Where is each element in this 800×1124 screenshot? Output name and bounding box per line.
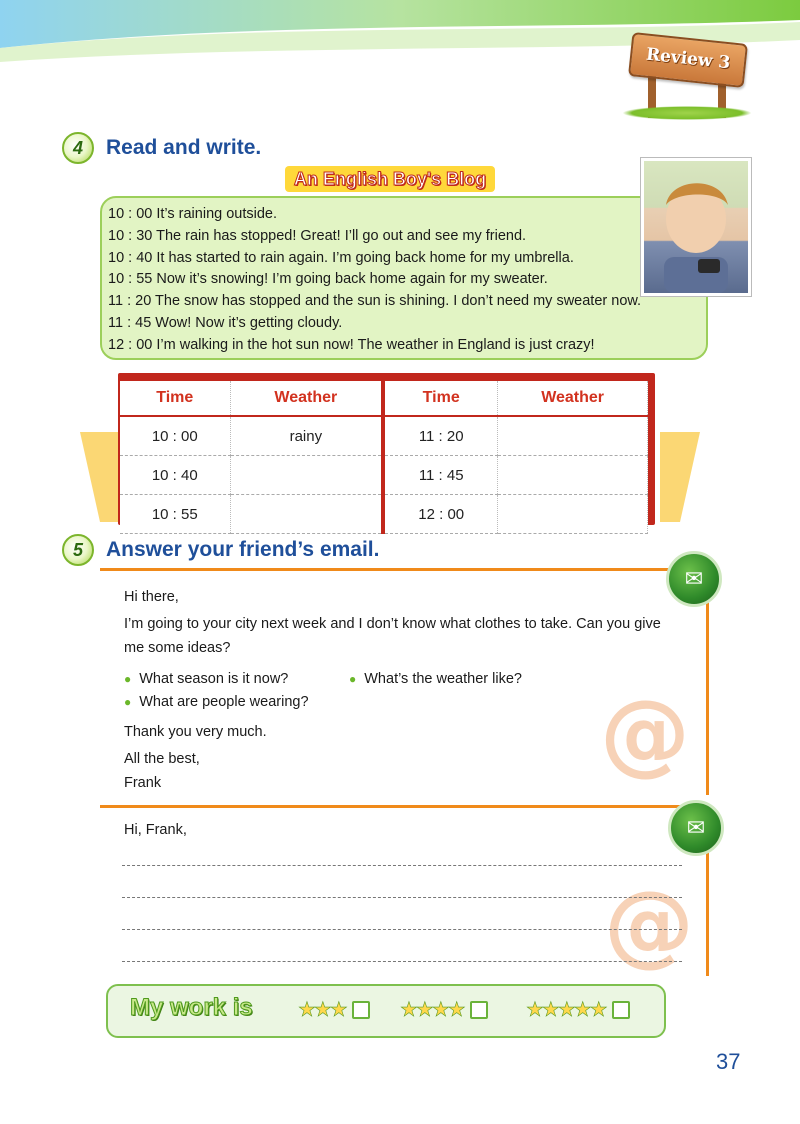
time-cell: 10 : 00 [120,416,230,456]
five-stars-option [526,997,630,1022]
page-number: 37 [716,1049,741,1074]
reply-email [100,805,709,976]
weather-table [120,381,648,534]
writing-line[interactable] [122,896,682,898]
table-header: Weather [230,381,383,416]
list-item: ● What season is it now? [124,671,289,687]
at-symbol-decoration: @ [604,872,694,977]
three-stars-option [298,997,370,1022]
time-cell: 10 : 55 [120,495,230,534]
table-header: Weather [498,381,648,416]
weather-cell[interactable] [230,456,383,495]
checkbox[interactable] [352,1001,370,1019]
work-label: My work is [130,994,253,1021]
table-row [120,495,648,534]
star-icon: ★★★★ [400,999,464,1021]
weather-cell[interactable] [230,495,383,534]
email-body: I’m going to your city next week and I don’t know what clothes to take. Can you give me some ideas? [124,616,661,656]
writing-line[interactable] [122,960,682,962]
checkbox[interactable] [612,1001,630,1019]
weather-cell[interactable] [498,495,648,534]
time-cell: 11 : 45 [383,456,498,495]
table-header: Time [120,381,230,416]
boy-photo [641,158,751,296]
blog-entry: 10 : 00 It’s raining outside. [108,206,278,222]
blog-entry: 10 : 40 It has started to rain again. I’m going back home for my umbrella. [108,249,574,266]
list-item: ● What’s the weather like? [349,671,522,687]
email-thanks: Thank you very much. [124,724,267,740]
bullet-dot-icon: ● [349,672,357,686]
at-symbol-decoration: @ [600,681,690,786]
section-5-heading [62,534,379,566]
self-assessment-box [106,984,666,1038]
reply-content [124,818,684,842]
blog-entries [108,204,641,357]
writing-line[interactable] [122,864,682,866]
email-content [124,585,684,795]
mail-icon: ✉ [668,800,724,856]
bullet-dot-icon: ● [124,695,132,709]
question-list [124,668,604,714]
bullet-dot-icon: ● [124,672,132,686]
weather-cell[interactable] [498,456,648,495]
writing-line[interactable] [122,928,682,930]
friend-email [100,568,709,795]
blog-entry: 11 : 45 Wow! Now it’s getting cloudy. [108,314,343,331]
table-header: Time [383,381,498,416]
grass-decoration [622,106,752,120]
time-cell: 10 : 40 [120,456,230,495]
table-row [120,456,648,495]
star-icon: ★★★ [298,999,346,1021]
list-item: ● What are people wearing? [124,694,309,710]
time-cell: 12 : 00 [383,495,498,534]
email-greeting: Hi there, [124,589,179,605]
blog-box [100,196,708,360]
blog-entry: 11 : 20 The snow has stopped and the sun is shining. I don’t need my sweater now. [108,293,642,310]
review-sign [622,30,752,120]
section-5-number: 5 [62,534,94,566]
blog-title: An English Boy's Blog [285,166,495,192]
reply-greeting: Hi, Frank, [124,822,187,838]
blog-entry: 10 : 55 Now it’s snowing! I’m going back home again for my sweater. [108,271,548,288]
star-icon: ★★★★★ [526,999,606,1021]
email-sender: Frank [124,775,162,791]
mail-icon: ✉ [666,551,722,607]
blog-entry: 10 : 30 The rain has stopped! Great! I’ll go out and see my friend. [108,227,527,244]
blog-entry: 12 : 00 I’m walking in the hot sun now! The weather in England is just crazy! [108,336,595,353]
table-row [120,416,648,456]
weather-cell[interactable]: rainy [230,416,383,456]
checkbox[interactable] [470,1001,488,1019]
email-signoff: All the best, [124,751,200,767]
section-4-number: 4 [62,132,94,164]
time-cell: 11 : 20 [383,416,498,456]
section-4-heading [62,132,261,164]
weather-table-frame [118,373,655,525]
review-label: Review 3 [628,32,748,88]
section-4-title: Read and write. [106,136,262,159]
section-5-title: Answer your friend’s email. [106,538,380,561]
four-stars-option [400,997,488,1022]
weather-cell[interactable] [498,416,648,456]
